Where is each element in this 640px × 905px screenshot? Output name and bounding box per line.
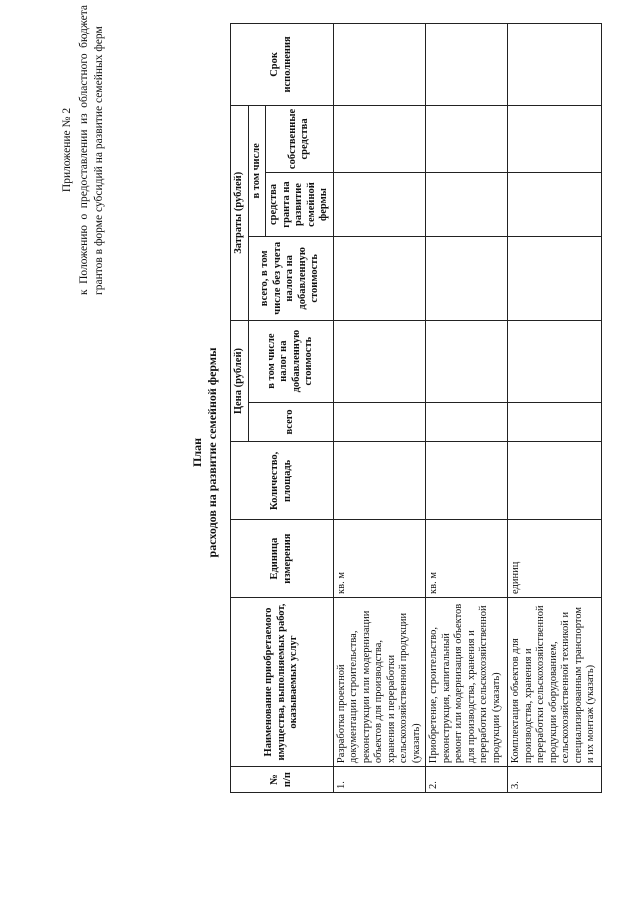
col-header-unit: Единица измерения — [231, 520, 334, 598]
row-costs-total-cell — [333, 236, 426, 320]
row-deadline-cell — [508, 24, 602, 106]
appendix-heading — [60, 5, 107, 295]
plan-subtitle: расходов на развитие семейной фермы — [205, 347, 219, 558]
row-deadline-cell — [426, 24, 508, 106]
row-deadline-cell — [333, 24, 426, 106]
plan-heading — [190, 0, 220, 905]
row-costs-total-cell — [426, 236, 508, 320]
col-header-price-vat: в том числе налог на добавленную стоимость — [248, 320, 333, 402]
col-header-name: Наименование приобретаемого имущества, выполняемых работ, оказываемых услуг — [231, 597, 334, 766]
col-header-deadline: Срок исполнения — [231, 24, 334, 106]
row-unit: единиц — [508, 520, 602, 598]
row-num: 2. — [426, 767, 508, 793]
row-price-total-cell — [508, 402, 602, 442]
col-header-price-total: всего — [248, 402, 333, 442]
row-name: Комплектация объектов для производства, хранения и переработки сельскохозяйственной продукции оборудованием, сельскохозяйственной техникой и специализированным транспортом и их монтаж (указать) — [508, 597, 602, 766]
row-qty-cell — [333, 442, 426, 520]
plan-title: План — [190, 438, 204, 467]
row-name: Приобретение, строительство, реконструкция, капитальный ремонт или модернизация объектов для производства, хранения и переработки сельскохозяйственной продукции (указать) — [426, 597, 508, 766]
row-num: 1. — [333, 767, 426, 793]
row-price-total-cell — [333, 402, 426, 442]
appendix-text: к Положению о предоставлении из областного бюджета грантов в форме субсидий на развитие семейных ферм — [78, 5, 105, 295]
row-qty-cell — [426, 442, 508, 520]
expense-plan-table — [230, 23, 602, 793]
row-price-vat-cell — [508, 320, 602, 402]
col-header-including: в том числе — [248, 105, 266, 236]
table-row — [426, 24, 508, 793]
row-num: 3. — [508, 767, 602, 793]
row-unit: кв. м — [333, 520, 426, 598]
col-header-num: № п/п — [231, 767, 334, 793]
row-price-total-cell — [426, 402, 508, 442]
row-costs-total-cell — [508, 236, 602, 320]
row-name: Разработка проектной документации строительства, реконструкции или модернизации объектов для производства, хранения и переработки сельскохозяйственной продукции (указать) — [333, 597, 426, 766]
row-unit: кв. м — [426, 520, 508, 598]
col-header-grant-funds: средства гранта на развитие семейной фермы — [266, 173, 334, 237]
row-grant-funds-cell — [508, 173, 602, 237]
row-own-funds-cell — [426, 105, 508, 172]
row-qty-cell — [508, 442, 602, 520]
col-header-qty: Количество, площадь — [231, 442, 334, 520]
col-header-costs-total: всего, в том числе без учета налога на добавленную стоимость — [248, 236, 333, 320]
appendix-title: Приложение № 2 — [61, 107, 73, 193]
table-row — [333, 24, 426, 793]
row-price-vat-cell — [426, 320, 508, 402]
row-price-vat-cell — [333, 320, 426, 402]
table-row — [508, 24, 602, 793]
row-grant-funds-cell — [426, 173, 508, 237]
col-header-own-funds: собственные средства — [266, 105, 334, 172]
row-own-funds-cell — [508, 105, 602, 172]
row-grant-funds-cell — [333, 173, 426, 237]
row-own-funds-cell — [333, 105, 426, 172]
col-header-price: Цена (рублей) — [231, 320, 249, 442]
header-row-1 — [231, 24, 249, 793]
col-header-costs: Затраты (рублей) — [231, 105, 249, 320]
